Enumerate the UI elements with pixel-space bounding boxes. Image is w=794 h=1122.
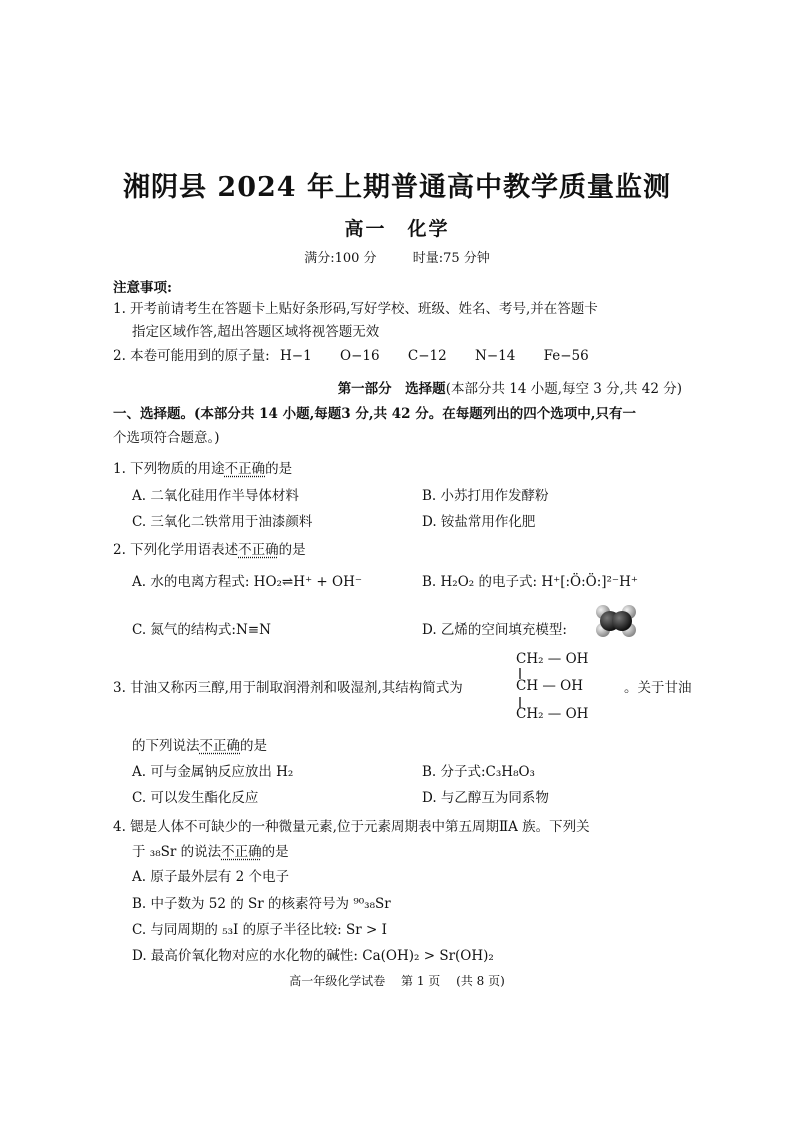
q3-option-a: A. 可与金属钠反应放出 H₂ (132, 764, 294, 780)
q1-stem-pre: 1. 下列物质的用途 (113, 461, 225, 477)
q3-stem2-post: 的是 (240, 738, 267, 754)
q1-option-a: A. 二氧化硅用作半导体材料 (132, 488, 299, 504)
question-4-stem-line-1: 4. 锶是人体不可缺少的一种微量元素,位于元素周期表中第五周期ⅡA 族。下列关 (113, 819, 590, 835)
note-item-1-line-2: 指定区域作答,超出答题区域将视答题无效 (132, 324, 380, 340)
exam-meta (0, 247, 794, 266)
q4-option-c: C. 与同周期的 ₅₃I 的原子半径比较: Sr > I (132, 922, 387, 938)
q3-stem-tail: 。关于甘油 (624, 680, 692, 696)
h2o2-electron-formula: H⁺[:Ö:Ö:]²⁻H⁺ (541, 574, 638, 590)
atomic-mass-h: H−1 (280, 348, 312, 364)
q1-stem-emphasis: 不正确 (224, 461, 266, 477)
note-item-2 (113, 346, 613, 366)
section-instructions-line-2: 个选项符合题意。) (113, 430, 220, 446)
q2-stem-post: 的是 (278, 542, 306, 558)
part1-heading (338, 379, 682, 399)
q3-stem-emphasis: 不正确 (199, 738, 240, 754)
atomic-mass-fe: Fe−56 (543, 348, 589, 364)
section-instructions-text: 一、选择题。(本部分共 14 小题,每题3 分,共 42 分。在每题列出的四个选项中,只有一 (113, 406, 636, 422)
ethylene-space-filling-model-icon (594, 603, 638, 639)
exam-title: 湘阴县 2024 年上期普通高中教学质量监测 (123, 172, 671, 203)
exam-subtitle: 高一 化学 (344, 218, 450, 240)
q2-option-b (422, 572, 638, 592)
question-1-stem (113, 459, 292, 479)
q3-stem2-pre: 的下列说法 (132, 738, 200, 754)
q2-stem-pre: 2. 下列化学用语表述 (113, 542, 239, 558)
full-score: 满分:100 分 (304, 251, 377, 266)
q2-option-c: C. 氮气的结构式:N≡N (132, 622, 271, 638)
q1-option-d: D. 铵盐常用作化肥 (422, 514, 536, 530)
note-item-1-line-1: 1. 开考前请考生在答题卡上贴好条形码,写好学校、班级、姓名、考号,并在答题卡 (113, 301, 598, 317)
question-3-stem-2 (132, 736, 267, 756)
page-footer (0, 972, 794, 989)
q2-option-d: D. 乙烯的空间填充模型: (422, 622, 567, 638)
footer-page-number: 第 1 页 (401, 974, 441, 988)
glycerol-row-3: CH₂ — OH (516, 706, 589, 722)
question-2-stem (113, 540, 306, 560)
q1-option-b: B. 小苏打用作发酵粉 (422, 488, 549, 504)
q1-option-c: C. 三氧化二铁常用于油漆颜料 (132, 514, 313, 530)
q3-option-d: D. 与乙醇互为同系物 (422, 790, 549, 806)
q4-option-b: B. 中子数为 52 的 Sr 的核素符号为 ⁹⁰₃₈Sr (132, 896, 391, 912)
q3-stem: 3. 甘油又称丙三醇,用于制取润滑剂和吸湿剂,其结构简式为 (113, 680, 463, 696)
q4-option-a: A. 原子最外层有 2 个电子 (132, 869, 290, 885)
q4-option-d: D. 最高价氧化物对应的水化物的碱性: Ca(OH)₂ > Sr(OH)₂ (132, 948, 494, 964)
q2-stem-emphasis: 不正确 (238, 542, 279, 558)
part1-note: (本部分共 14 小题,每空 3 分,共 42 分) (445, 381, 682, 397)
q2-option-b-label: B. H₂O₂ 的电子式: (422, 574, 542, 590)
q3-option-b: B. 分子式:C₃H₈O₃ (422, 764, 535, 780)
q4-stem-emphasis: 不正确 (221, 844, 262, 860)
section-instructions-line-1 (113, 404, 636, 424)
glycerol-row-1: CH₂ — OH (516, 651, 589, 667)
note-item-2-label: 2. 本卷可能用到的原子量: (113, 348, 270, 364)
glycerol-row-2: CH — OH (516, 678, 584, 694)
q3-option-c: C. 可以发生酯化反应 (132, 790, 259, 806)
glycerol-structure (516, 651, 616, 725)
footer-total-pages: (共 8 页) (456, 974, 505, 988)
atomic-mass-n: N−14 (475, 348, 516, 364)
atomic-mass-o: O−16 (340, 348, 380, 364)
q2-option-a: A. 水的电离方程式: HO₂⇌H⁺ + OH⁻ (132, 574, 362, 590)
q4-stem-post: 的是 (261, 844, 289, 860)
footer-paper-name: 高一年级化学试卷 (289, 974, 386, 988)
part1-title: 第一部分 选择题 (337, 381, 446, 397)
q4-stem-pre: 于 ₃₈Sr 的说法 (132, 844, 222, 860)
time-limit: 时量:75 分钟 (412, 251, 490, 266)
question-4-stem-line-2 (132, 842, 289, 862)
question-3-stem (113, 678, 463, 698)
notes-heading: 注意事项: (113, 280, 172, 296)
q1-stem-post: 的是 (265, 461, 293, 477)
atomic-mass-c: C−12 (407, 348, 447, 364)
